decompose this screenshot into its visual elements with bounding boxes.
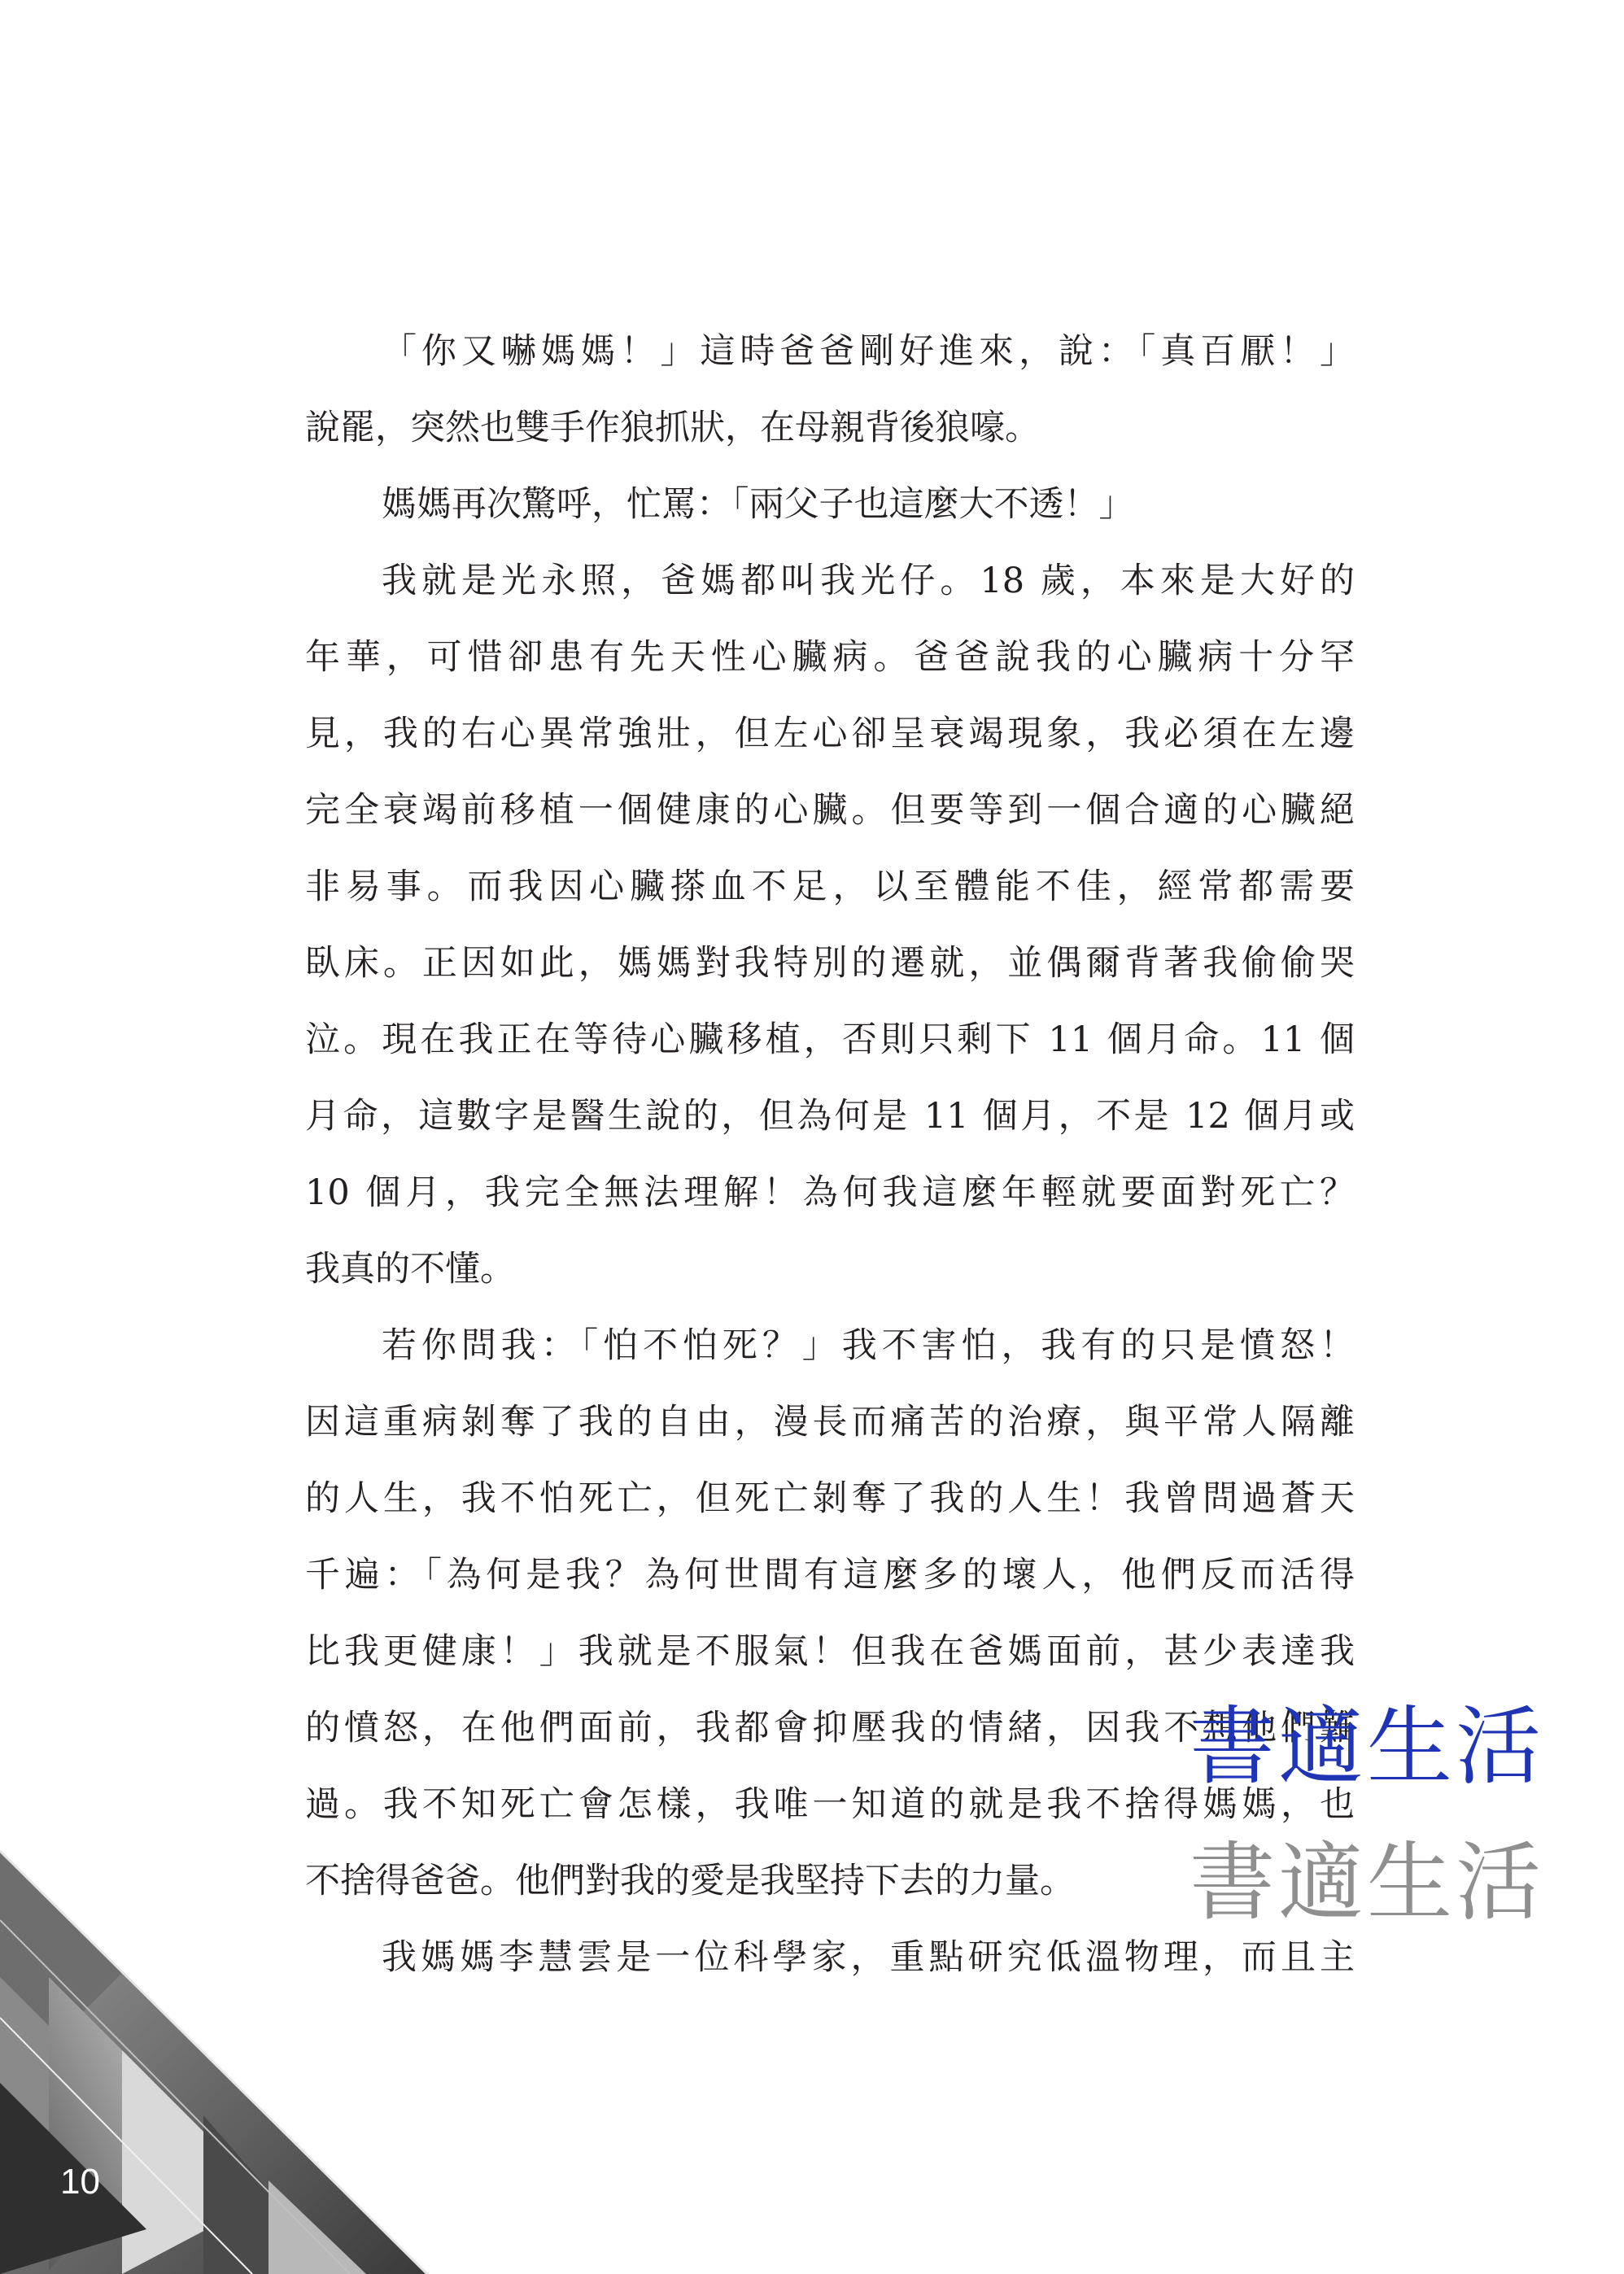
text-line: 說罷，突然也雙手作狼抓狀，在母親背後狼嚎。 <box>305 408 1040 448</box>
text-line: 年華，可惜卻患有先天性心臟病。爸爸說我的心臟病十分罕 <box>305 637 1355 678</box>
text-line: 「你又嚇媽媽！」這時爸爸剛好進來，說：「真百厭！」 <box>382 331 1355 372</box>
text-line: 千遍：「為何是我？為何世間有這麼多的壞人，他們反而活得 <box>305 1555 1355 1595</box>
text-line: 因這重病剝奪了我的自由，漫長而痛苦的治療，與平常人隔離 <box>305 1402 1355 1443</box>
text-line: 非易事。而我因心臟搽血不足，以至體能不佳，經常都需要 <box>305 866 1355 907</box>
text-line: 過。我不知死亡會怎樣，我唯一知道的就是我不捨得媽媽，也 <box>305 1784 1355 1825</box>
text-line: 泣。現在我正在等待心臟移植，否則只剩下 11 個月命。11 個 <box>305 1019 1355 1060</box>
text-line: 10 個月，我完全無法理解！為何我這麼年輕就要面對死亡？ <box>305 1172 1355 1213</box>
text-line: 見，我的右心異常強壯，但左心卻呈衰竭現象，我必須在左邊 <box>305 714 1355 754</box>
text-line: 媽媽再次驚呼，忙罵：「兩父子也這麼大不透！」 <box>382 484 1134 525</box>
watermark-gray: 書適生活 <box>1190 1833 1545 1932</box>
page-number: 10 <box>60 2162 100 2202</box>
text-line: 比我更健康！」我就是不服氣！但我在爸媽面前，甚少表達我 <box>305 1631 1355 1672</box>
text-line: 若你問我：「怕不怕死？」我不害怕，我有的只是憤怒！ <box>382 1325 1355 1366</box>
text-line: 我媽媽李慧雲是一位科學家，重點研究低溫物理，而且主 <box>382 1937 1355 1978</box>
text-line: 臥床。正因如此，媽媽對我特別的遷就，並偶爾背著我偷偷哭 <box>305 943 1355 984</box>
text-line: 完全衰竭前移植一個健康的心臟。但要等到一個合適的心臟絕 <box>305 790 1355 831</box>
text-line: 不捨得爸爸。他們對我的愛是我堅持下去的力量。 <box>305 1861 1075 1901</box>
text-line: 我真的不懂。 <box>305 1249 515 1290</box>
text-line: 月命，這數字是醫生說的，但為何是 11 個月，不是 12 個月或 <box>305 1096 1355 1137</box>
text-line: 的憤怒，在他們面前，我都會抑壓我的情緒，因我不想他們難 <box>305 1708 1355 1748</box>
text-line: 我就是光永照，爸媽都叫我光仔。18 歲，本來是大好的 <box>382 561 1355 601</box>
text-line: 的人生，我不怕死亡，但死亡剝奪了我的人生！我曾問過蒼天 <box>305 1478 1355 1519</box>
watermark-blue: 書適生活 <box>1190 1697 1545 1796</box>
